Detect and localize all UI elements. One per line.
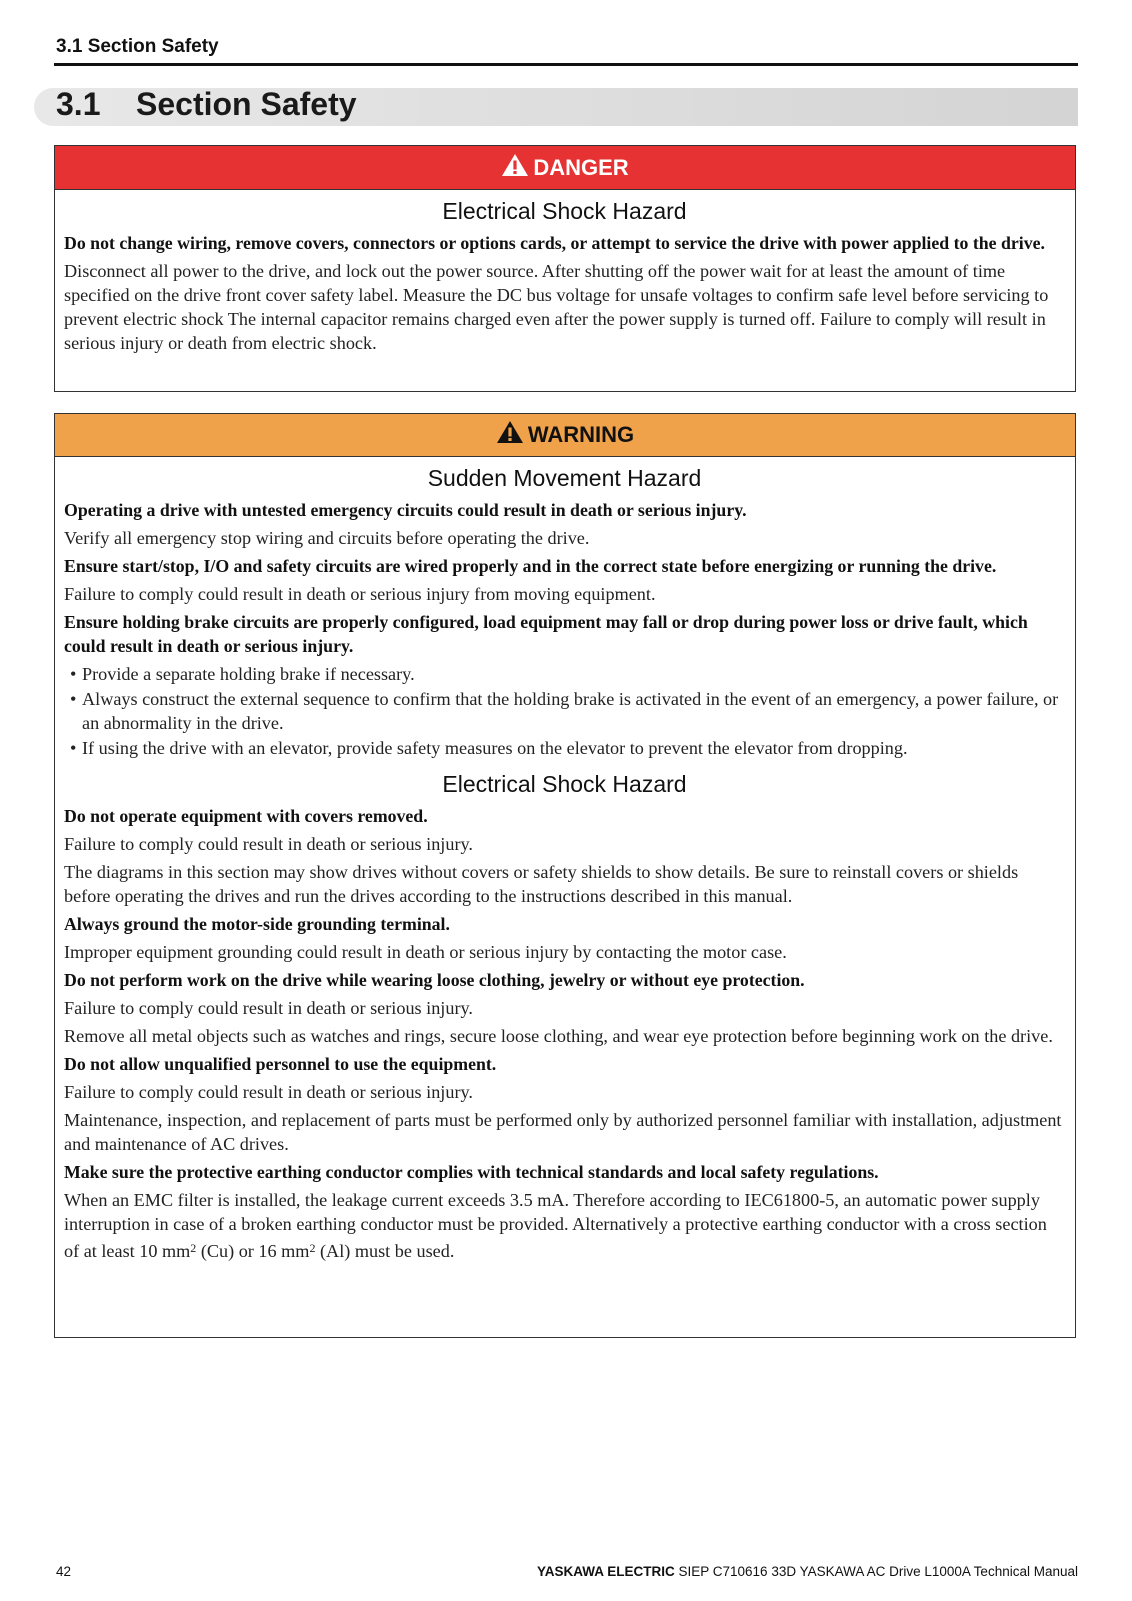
hazard-detail: Disconnect all power to the drive, and lock out the power source. After shutting off the power wait for at least the amount of time specified on the drive front cover safety label. Measure the DC bus voltage for unsafe voltages to confirm safe level before servicing to prevent electric shock The internal capacitor remains charged even after the power supply is turned off. Failure to comply will result in serious injury or death from electric shock. bbox=[64, 261, 1049, 353]
warning-triangle-icon bbox=[501, 153, 533, 183]
hazard-detail: Failure to comply could result in death or serious injury. bbox=[64, 998, 473, 1018]
hazard-detail: Maintenance, inspection, and replacement of parts must be performed only by authorized personnel familiar with installation, adjustment and maintenance of AC drives. bbox=[64, 1110, 1062, 1154]
superscript: 2 bbox=[190, 1241, 197, 1255]
running-header: 3.1 Section Safety bbox=[56, 36, 219, 57]
hazard-detail: Failure to comply could result in death or serious injury. bbox=[64, 834, 473, 854]
warning-signal-word: WARNING bbox=[527, 422, 635, 447]
hazard-detail: Verify all emergency stop wiring and circuits before operating the drive. bbox=[64, 528, 590, 548]
earthing-text-a: When an EMC filter is installed, the leakage current exceeds 3.5 mA. Therefore according to IEC61800-5, an automatic power supply interruption in case of a broken earthing conductor must be provided. Alternatively a protective earthing conductor with a cross section of at least 10 mm bbox=[64, 1190, 1047, 1261]
superscript: 2 bbox=[309, 1241, 316, 1255]
hazard-detail: Failure to comply could result in death or serious injury from moving equipment. bbox=[64, 584, 656, 604]
hazard-detail: The diagrams in this section may show drives without covers or safety shields to show details. Be sure to reinstall covers or shields before operating the drives and run the drives according to the instructions described in this manual. bbox=[64, 862, 1019, 906]
list-item: • Always construct the external sequence to confirm that the holding brake is activated in the event of an emergency, a power failure, or an abnormality in the drive. bbox=[64, 687, 1065, 735]
hazard-detail: Remove all metal objects such as watches and rings, secure loose clothing, and wear eye protection before beginning work on the drive. bbox=[64, 1026, 1053, 1046]
hazard-statement: Always ground the motor-side grounding terminal. bbox=[64, 914, 450, 934]
list-item: • Provide a separate holding brake if necessary. bbox=[64, 662, 1065, 686]
section-title bbox=[56, 86, 357, 123]
earthing-text-c: (Al) must be used. bbox=[315, 1241, 455, 1261]
hazard-statement: Do not perform work on the drive while wearing loose clothing, jewelry or without eye protection. bbox=[64, 970, 805, 990]
hazard-statement: Ensure holding brake circuits are properly configured, load equipment may fall or drop during power loss or drive fault, which could result in death or serious injury. bbox=[64, 612, 1028, 656]
section-number: 3.1 bbox=[56, 86, 101, 122]
footer-doc-title: SIEP C710616 33D YASKAWA AC Drive L1000A Technical Manual bbox=[674, 1564, 1078, 1579]
page-number: 42 bbox=[56, 1564, 72, 1579]
footer-brand: YASKAWA ELECTRIC bbox=[536, 1564, 675, 1579]
hazard-statement: Make sure the protective earthing conductor complies with technical standards and local safety regulations. bbox=[64, 1162, 879, 1182]
hazard-statement: Do not allow unqualified personnel to use the equipment. bbox=[64, 1054, 497, 1074]
hazard-title: Sudden Movement Hazard bbox=[427, 465, 702, 491]
hazard-statement: Operating a drive with untested emergency circuits could result in death or serious injury. bbox=[64, 500, 747, 520]
hazard-detail: Failure to comply could result in death or serious injury. bbox=[64, 1082, 473, 1102]
danger-box bbox=[54, 145, 1076, 392]
list-item: • If using the drive with an elevator, provide safety measures on the elevator to prevent the elevator from dropping. bbox=[64, 736, 1065, 760]
section-title-text: Section Safety bbox=[136, 86, 357, 122]
hazard-statement: Do not change wiring, remove covers, connectors or options cards, or attempt to service the drive with power applied to the drive. bbox=[64, 233, 1045, 253]
danger-signal-word: DANGER bbox=[533, 154, 629, 180]
hazard-detail: Improper equipment grounding could result in death or serious injury by contacting the motor case. bbox=[64, 942, 787, 962]
warning-box bbox=[54, 413, 1076, 1338]
warning-triangle-icon bbox=[496, 420, 528, 450]
earthing-text-b: (Cu) or 16 mm bbox=[196, 1241, 310, 1261]
hazard-title: Electrical Shock Hazard bbox=[442, 771, 687, 797]
hazard-statement: Do not operate equipment with covers removed. bbox=[64, 806, 428, 826]
header-rule bbox=[54, 63, 1078, 66]
danger-content bbox=[55, 197, 1075, 355]
danger-signal-band bbox=[55, 146, 1075, 190]
hazard-title: Electrical Shock Hazard bbox=[442, 198, 687, 224]
warning-signal-band bbox=[55, 414, 1075, 457]
footer-doc-info bbox=[537, 1564, 1078, 1579]
hazard-detail bbox=[64, 1188, 1065, 1263]
hazard-statement: Ensure start/stop, I/O and safety circuits are wired properly and in the correct state before energizing or running the drive. bbox=[64, 556, 997, 576]
warning-content bbox=[55, 464, 1075, 1263]
bullet-list bbox=[64, 662, 1065, 760]
